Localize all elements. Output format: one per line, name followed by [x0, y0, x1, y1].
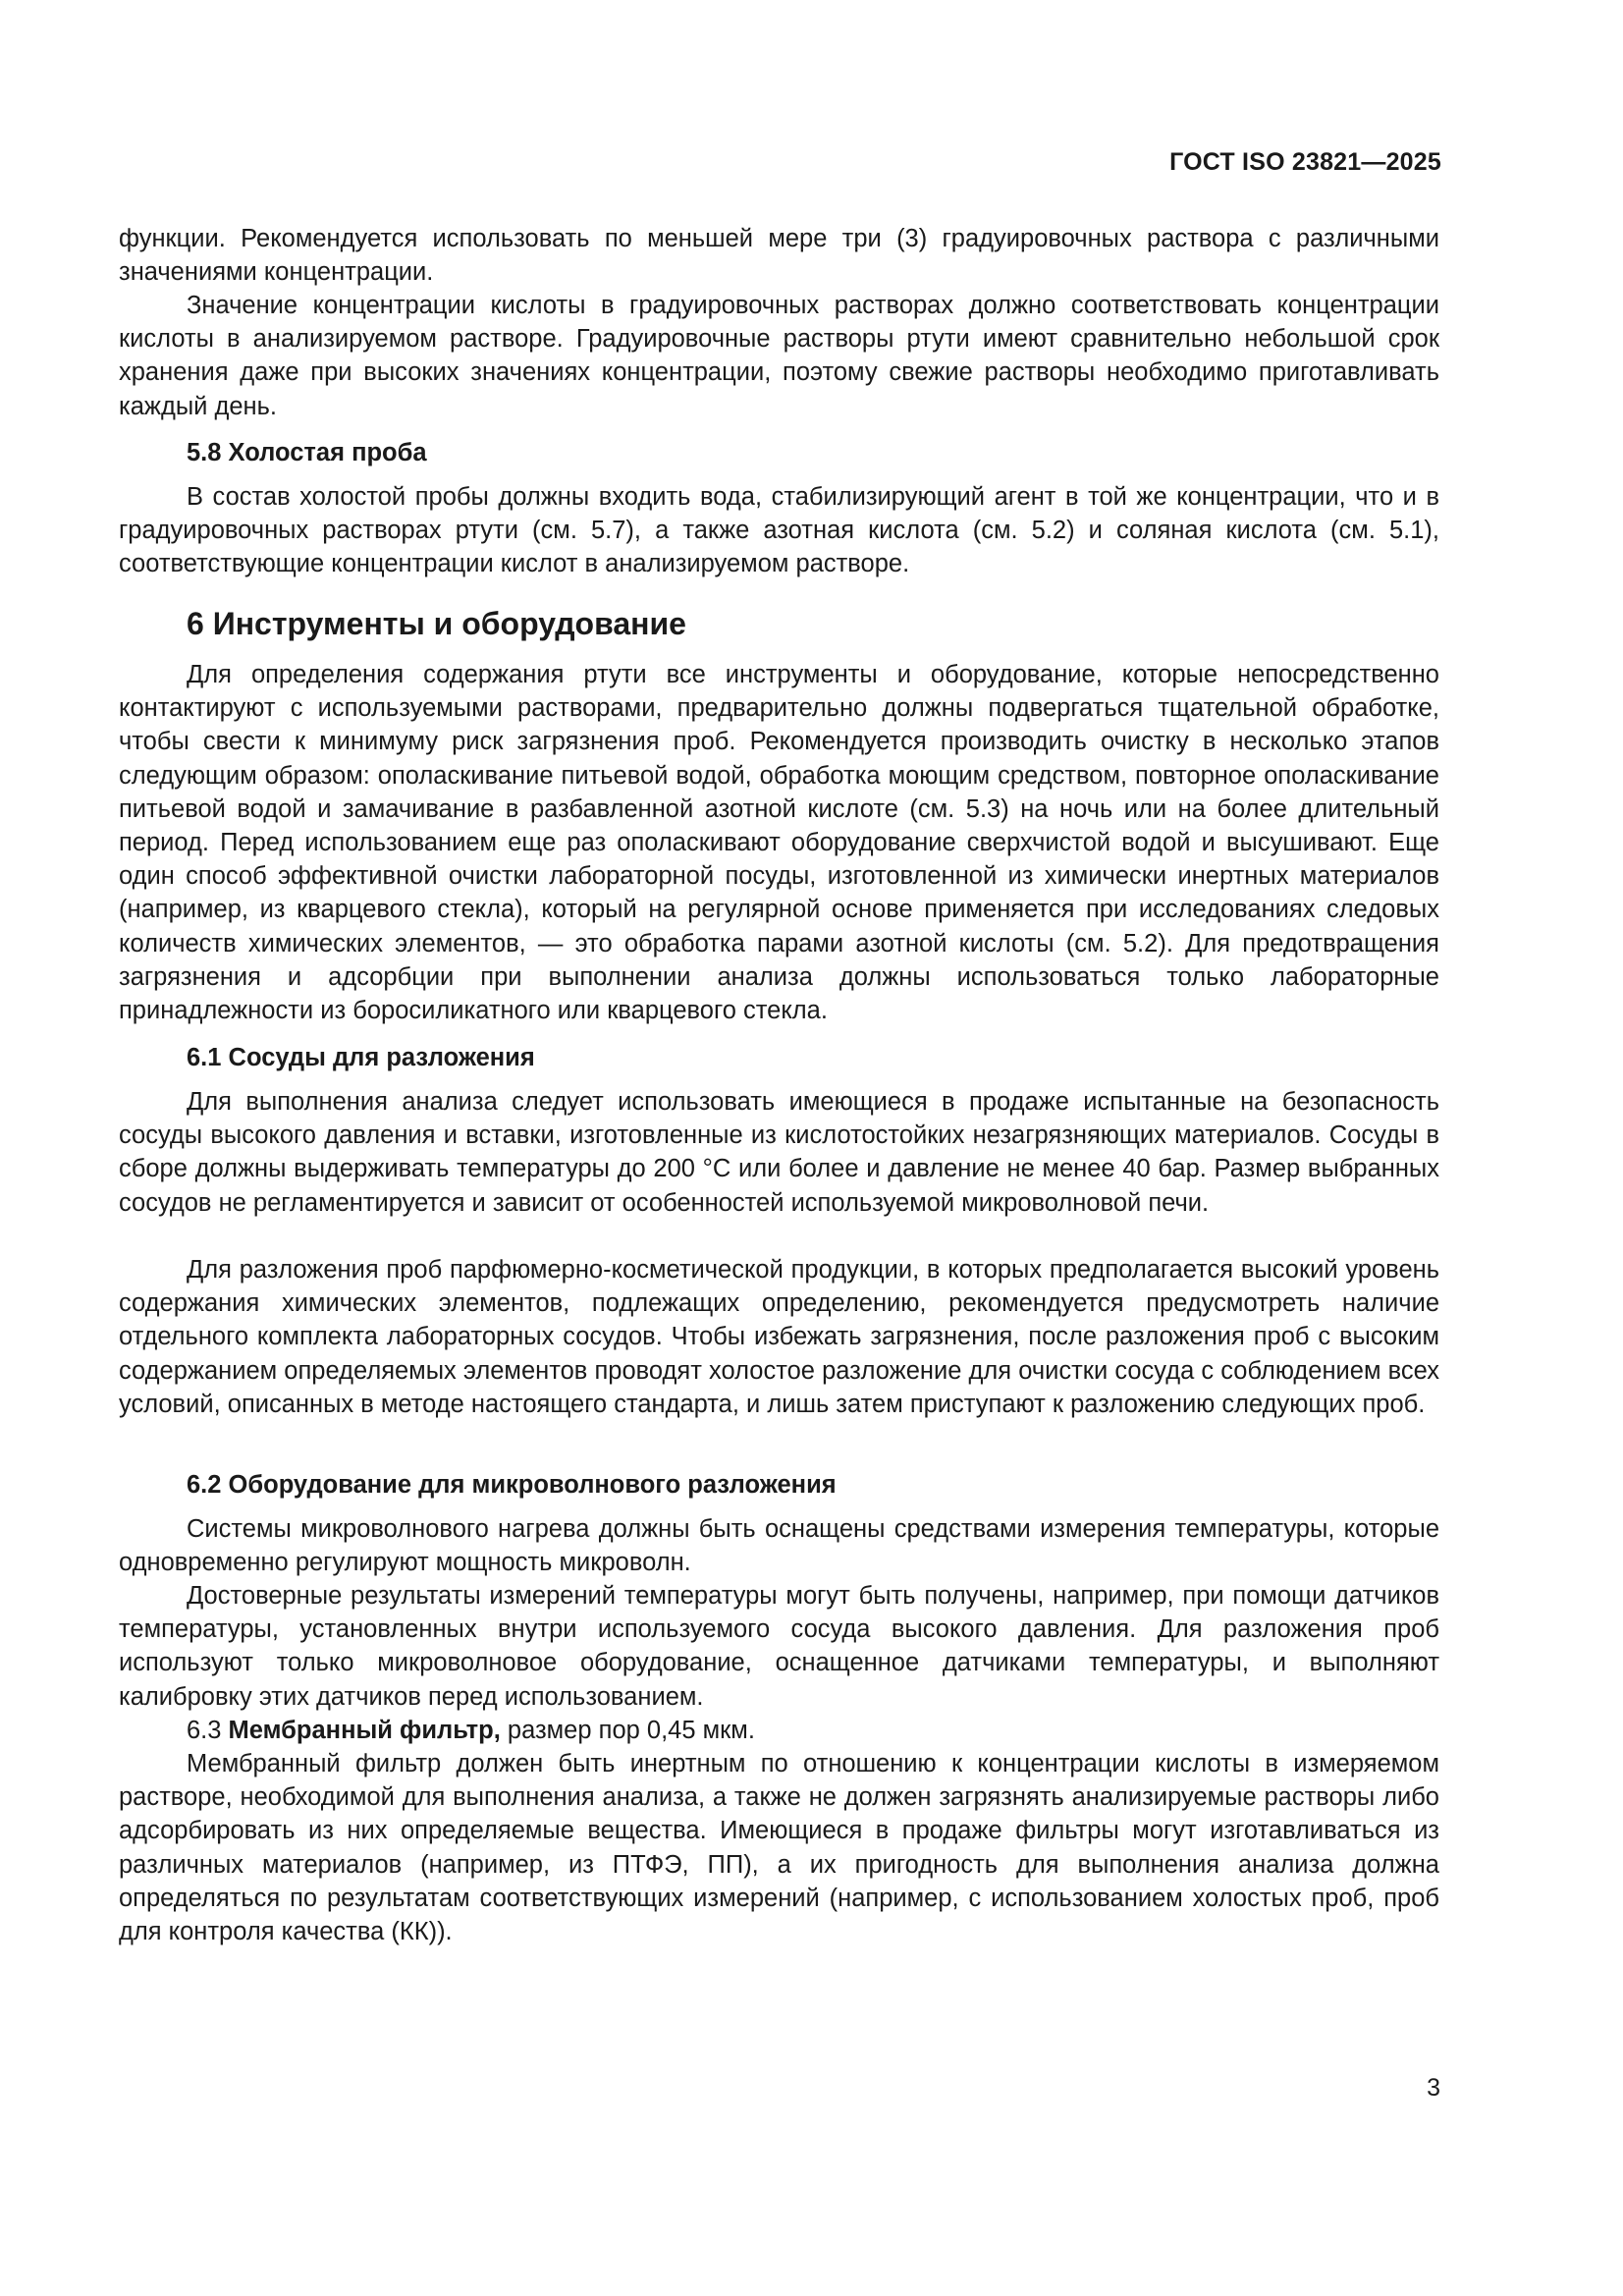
paragraph: В состав холостой пробы должны входить вода, стабилизирующий агент в той же концентрации, что и в градуировочных растворах ртути (см. 5.7), а также азотная кислота (см. 5.2) и соляная кислота (см. 5.1), соответствующие концентрации кислот в анализируемом растворе.	[119, 483, 1439, 578]
document-body	[119, 222, 1439, 1946]
term-bold: Мембранный фильтр,	[228, 1717, 501, 1744]
paragraph: функции. Рекомендуется использовать по меньшей мере три (3) градуировочных раствора с различными значениями концентрации.	[119, 225, 1439, 287]
paragraph: Значение концентрации кислоты в градуировочных растворах должно соответствовать концентрации кислоты в анализируемом растворе. Градуировочные растворы ртути имеют сравнительно небольшой срок хранения даже при высоких значениях концентрации, поэтому свежие растворы необходимо приготавливать каждый день.	[119, 292, 1439, 420]
paragraph: Для выполнения анализа следует использовать имеющиеся в продаже испытанные на безопасность сосуды высокого давления и вставки, изготовленные из кислотостойких незагрязняющих материалов. Сосуды в сборе должны выдерживать температуры до 200 °С или более и давление не менее 40 бар. Размер выбранных сосудов не регламентируется и зависит от особенностей используемой микроволновой печи.	[119, 1088, 1439, 1217]
subsection-number: 6.3	[187, 1717, 229, 1744]
page-number: 3	[1427, 2074, 1440, 2102]
subsection-6-3-lead	[119, 1714, 1439, 1747]
section-heading-6: 6 Инструменты и оборудование	[187, 606, 686, 641]
subsection-heading-6-1: 6.1 Сосуды для разложения	[187, 1044, 535, 1071]
paragraph: Для разложения проб парфюмерно-косметической продукции, в которых предполагается высокий уровень содержания химических элементов, подлежащих определению, рекомендуется предусмотреть наличие отдельного комплекта лабораторных сосудов. Чтобы избежать загрязнения, после разложения проб с высоким содержанием определяемых элементов проводят холостое разложение для очистки сосуда с соблюдением всех условий, описанных в методе настоящего стандарта, и лишь затем приступают к разложению следующих проб.	[119, 1256, 1439, 1418]
paragraph: Мембранный фильтр должен быть инертным по отношению к концентрации кислоты в измеряемом растворе, необходимой для выполнения анализа, а также не должен загрязнять анализируемые растворы либо адсорбировать из них определяемые вещества. Имеющиеся в продаже фильтры могут изготавливаться из различных материалов (например, из ПТФЭ, ПП), а их пригодность для выполнения анализа должна определяться по результатам соответствующих измерений (например, с использованием холостых проб, проб для контроля качества (КК)).	[119, 1750, 1439, 1946]
subsection-heading-6-2: 6.2 Оборудование для микроволнового разложения	[187, 1471, 837, 1499]
paragraph: Для определения содержания ртути все инструменты и оборудование, которые непосредственно контактируют с используемыми растворами, предварительно должны подвергаться тщательной обработке, чтобы свести к минимуму риск загрязнения проб. Рекомендуется производить очистку в несколько этапов следующим образом: ополаскивание питьевой водой, обработка моющим средством, повторное ополаскивание питьевой водой и замачивание в разбавленной азотной кислоте (см. 5.3) на ночь или на более длительный период. Перед использованием еще раз ополаскивают оборудование сверхчистой водой и высушивают. Еще один способ эффективной очистки лабораторной посуды, изготовленной из химически инертных материалов (например, из кварцевого стекла), который на регулярной основе применяется при исследованиях следовых количеств химических элементов, — это обработка парами азотной кислоты (см. 5.2). Для предотвращения загрязнения и адсорбции при выполнении анализа должны использоваться только лабораторные принадлежности из боросиликатного или кварцевого стекла.	[119, 661, 1439, 1025]
term-description: размер пор 0,45 мкм.	[500, 1717, 755, 1744]
document-header: ГОСТ ISO 23821—2025	[1169, 148, 1441, 176]
subsection-heading-5-8: 5.8 Холостая проба	[187, 439, 427, 466]
paragraph: Достоверные результаты измерений температуры могут быть получены, например, при помощи датчиков температуры, установленных внутри используемого сосуда высокого давления. Для разложения проб используют только микроволновое оборудование, оснащенное датчиками температуры, и выполняют калибровку этих датчиков перед использованием.	[119, 1582, 1439, 1711]
paragraph: Системы микроволнового нагрева должны быть оснащены средствами измерения температуры, которые одновременно регулируют мощность микроволн.	[119, 1515, 1439, 1577]
